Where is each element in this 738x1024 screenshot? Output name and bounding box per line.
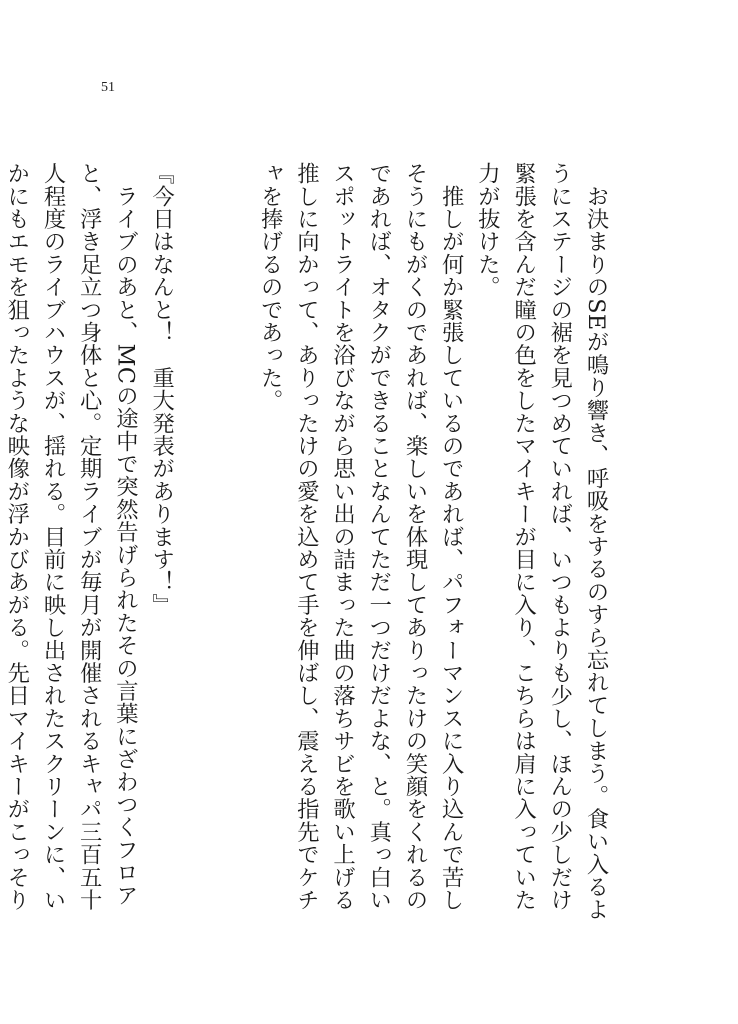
paragraph-3: 『今日はなんと！ 重大発表があります！』 (148, 162, 175, 616)
paragraph-4: ライブのあと、MCの途中で突然告げられたその言葉にざわつくフロアと、浮き足立つ身体と心。定期ライブが毎月が開催されるキャパ三百五十人程度のライブハウスが、揺れる。目前に映し出されたスクリーンに、いかにもエモを狙ったような映像が浮かびあがる。先日マイキーがこっそり (3, 162, 139, 912)
paragraph-spacer (216, 162, 252, 922)
paragraph-spacer (180, 162, 216, 922)
vertical-body-text (3, 162, 614, 922)
paragraph-1: お決まりのSEが鳴り響き、呼吸をするのすら忘れてしまう。食い入るようにステージの裾を見つめていれば、いつもよりも少し、ほんの少しだけ緊張を含んだ瞳の色をしたマイキーが目に入り、こちらは肩に入っていた力が抜けた。 (474, 162, 609, 921)
paragraph-2: 推しが何か緊張しているのであれば、パフォーマンスに入り込んで苦しそうにもがくのであれば、楽しいを体現してありったけの笑顔をくれるのであれば、オタクができることなんてただ一つだけだよな、と。真っ白いスポットライトを浴びながら思い出の詰まった曲の落ちサビを歌い上げる推しに向かって、ありったけの愛を込めて手を伸ばし、震える指先でケチャを捧げるのであった。 (257, 162, 465, 912)
page-number: 51 (101, 80, 115, 95)
